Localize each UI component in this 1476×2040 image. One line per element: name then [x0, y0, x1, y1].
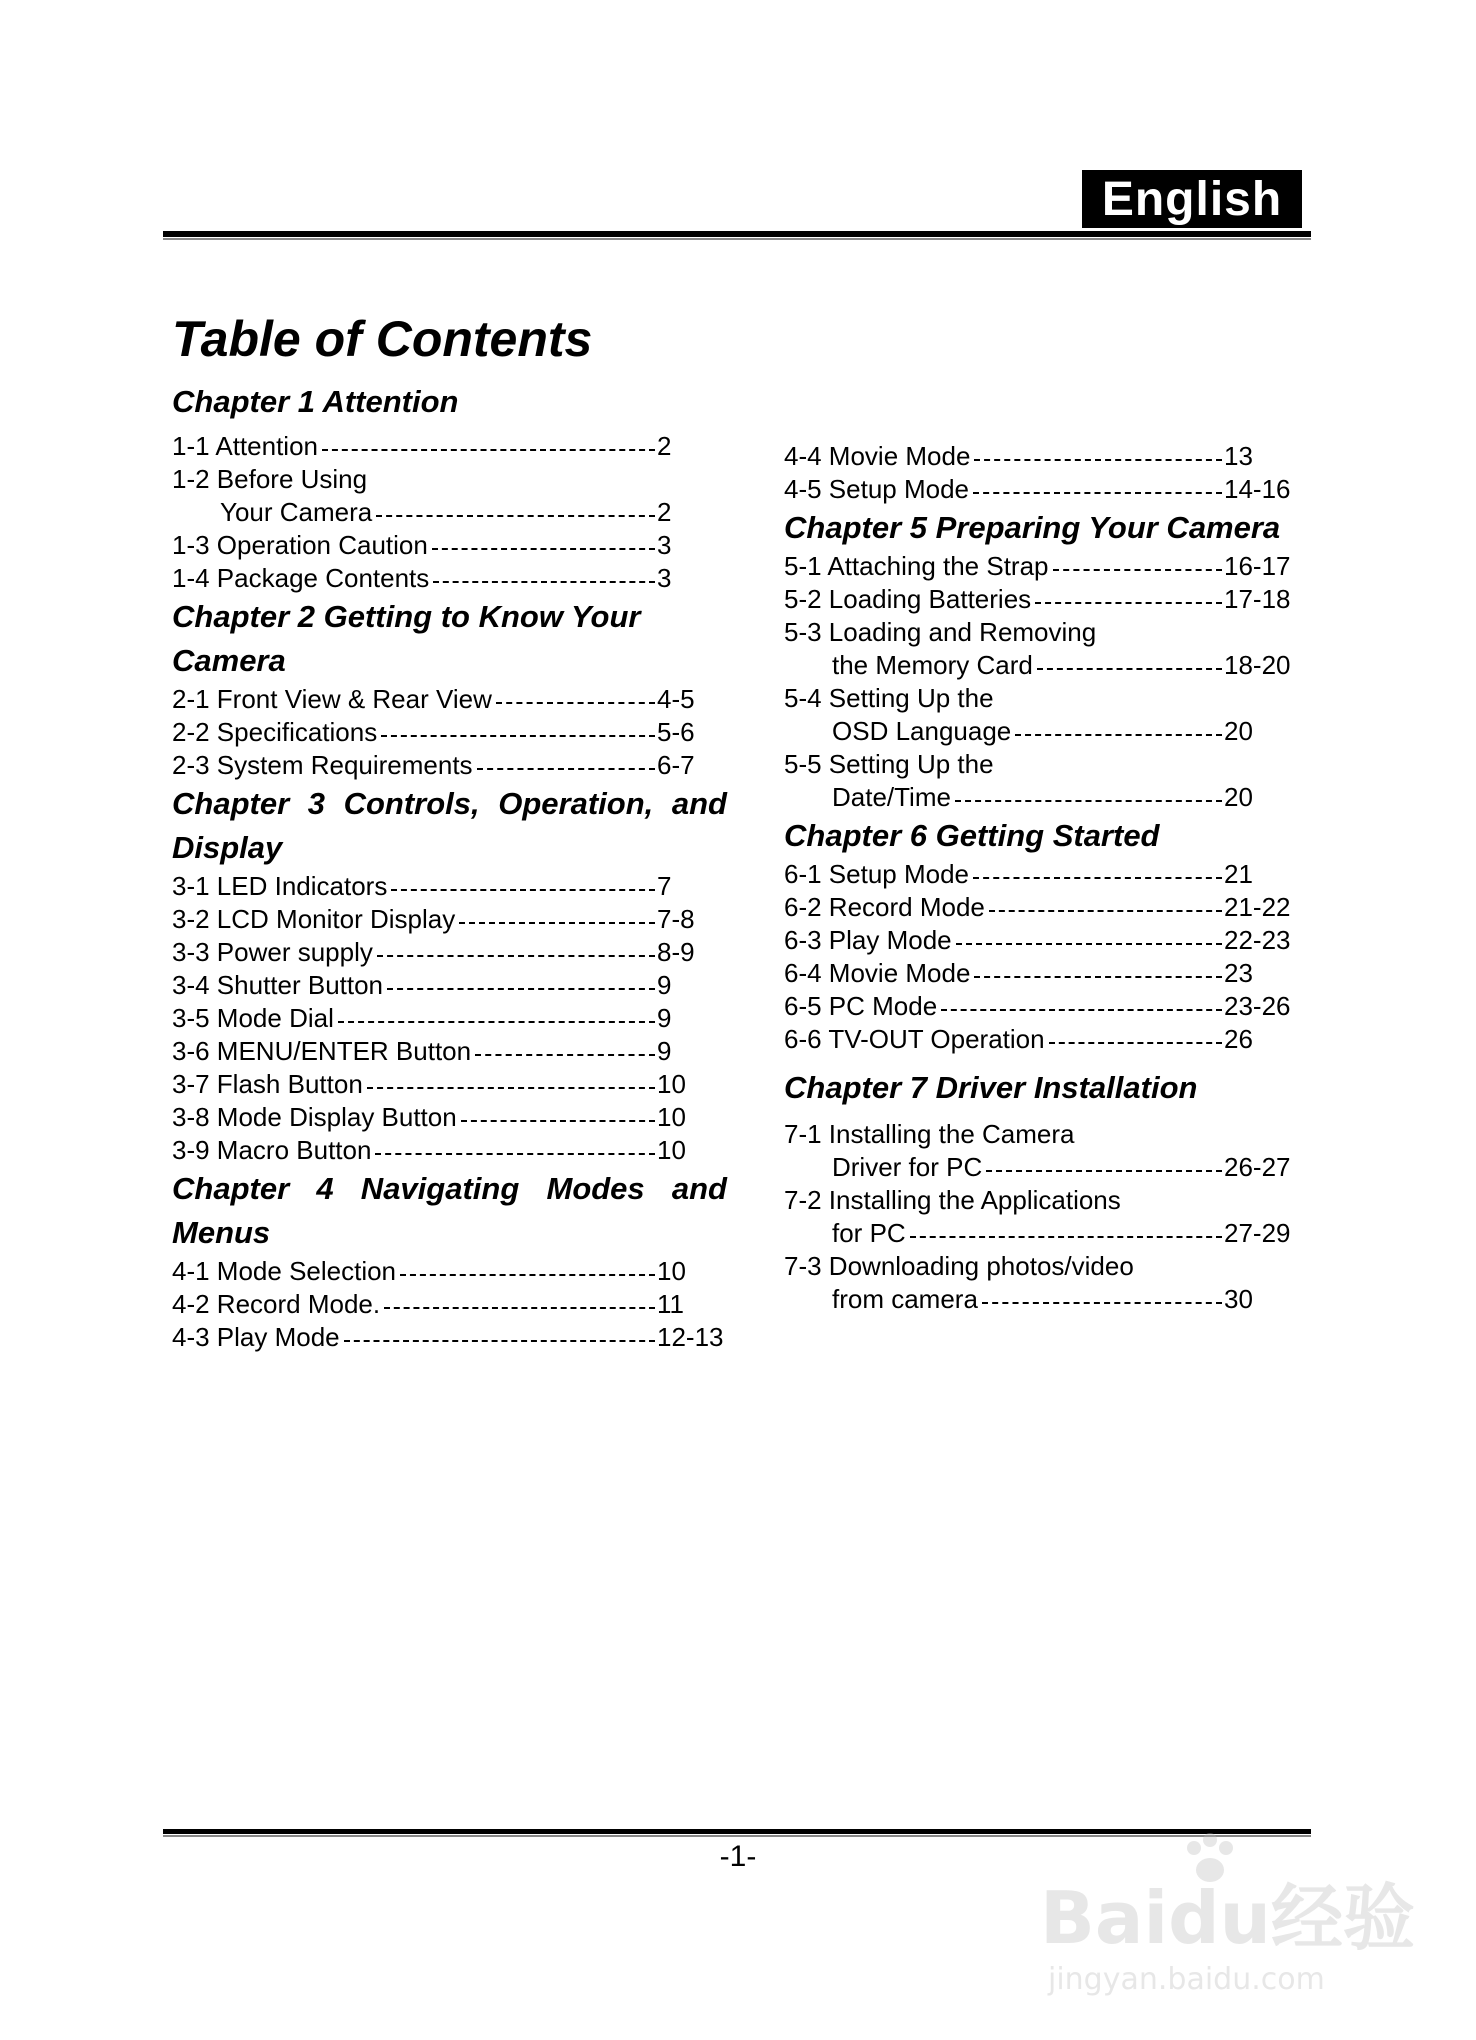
toc-entry-label: Date/Time [832, 782, 951, 812]
toc-entry-label: 3-2 LCD Monitor Display [172, 904, 456, 934]
toc-entry-page: 10 [657, 1102, 686, 1132]
toc-entry[interactable] [172, 1035, 727, 1068]
toc-entry-label: 2-3 System Requirements [172, 750, 473, 780]
toc-entry-page: 17-18 [1224, 584, 1291, 614]
toc-entry[interactable] [172, 749, 727, 782]
dot-leader [338, 1021, 655, 1023]
toc-entry-label: 3-6 MENU/ENTER Button [172, 1036, 472, 1066]
dot-leader [381, 735, 655, 737]
toc-entry-label: 1-3 Operation Caution [172, 530, 428, 560]
toc-entry[interactable] [784, 1184, 1304, 1250]
toc-entry-page: 10 [657, 1069, 686, 1099]
toc-entry-page: 11 [657, 1289, 684, 1319]
toc-entry[interactable] [172, 562, 727, 595]
toc-entry-label: 3-8 Mode Display Button [172, 1102, 457, 1132]
chapter-heading: Chapter 2 Getting to Know Your Camera [172, 599, 641, 678]
dot-leader [384, 1307, 655, 1309]
dot-leader [941, 1009, 1222, 1011]
toc-entry-label: OSD Language [832, 716, 1012, 746]
toc-entry-label: 2-2 Specifications [172, 717, 378, 747]
dot-leader [496, 702, 655, 704]
toc-entry[interactable] [784, 957, 1304, 990]
chapter-heading: Chapter 6 Getting Started [784, 818, 1160, 853]
toc-entry[interactable] [784, 616, 1304, 682]
toc-entry-page: 3 [657, 530, 672, 560]
toc-entry[interactable] [784, 440, 1304, 473]
toc-entry[interactable] [784, 1250, 1304, 1316]
dot-leader [982, 1302, 1222, 1304]
toc-entry-page: 21 [1224, 859, 1253, 889]
chapter-heading: Chapter 3 Controls, Operation, and Display [172, 786, 727, 865]
toc-entry-label: 5-3 Loading and Removing [784, 617, 1097, 647]
toc-entry[interactable] [172, 1255, 727, 1288]
dot-leader [974, 976, 1222, 978]
toc-entry-label: from camera [832, 1284, 978, 1314]
dot-leader [955, 800, 1222, 802]
dot-leader [974, 459, 1222, 461]
toc-entry-label: the Memory Card [832, 650, 1033, 680]
toc-entry-label: 5-4 Setting Up the [784, 683, 994, 713]
dot-leader [459, 922, 655, 924]
toc-entry-label: 1-4 Package Contents [172, 563, 430, 593]
toc-entry-label: Driver for PC [832, 1152, 983, 1182]
toc-entry-page: 21-22 [1224, 892, 1291, 922]
dot-leader [989, 910, 1222, 912]
dot-leader [973, 492, 1222, 494]
toc-left-column [172, 380, 727, 1354]
dot-leader [1037, 668, 1222, 670]
toc-entry[interactable] [172, 683, 727, 716]
toc-entry-label: 4-2 Record Mode. [172, 1289, 381, 1319]
toc-entry[interactable] [784, 473, 1304, 506]
dot-leader [375, 1153, 655, 1155]
dot-leader [377, 955, 655, 957]
toc-entry[interactable] [784, 1118, 1304, 1184]
toc-entry-label: 3-7 Flash Button [172, 1069, 363, 1099]
page-number: -1- [719, 1840, 757, 1873]
toc-entry-page: 9 [657, 1003, 672, 1033]
toc-entry-label: for PC [832, 1218, 906, 1248]
dot-leader [367, 1087, 655, 1089]
toc-entry-page: 20 [1224, 782, 1253, 812]
toc-entry-page: 22-23 [1224, 925, 1291, 955]
toc-entry-label: 6-1 Setup Mode [784, 859, 970, 889]
toc-entry-page: 7 [657, 871, 672, 901]
toc-entry-label: 5-5 Setting Up the [784, 749, 994, 779]
toc-entry-page: 18-20 [1224, 650, 1291, 680]
dot-leader [1035, 602, 1222, 604]
toc-entry-label: 7-3 Downloading photos/video [784, 1251, 1134, 1281]
toc-entry-page: 10 [657, 1135, 686, 1165]
toc-entry[interactable] [784, 858, 1304, 891]
chapter-heading: Chapter 4 Navigating Modes and Menus [172, 1171, 727, 1250]
toc-entry[interactable] [784, 583, 1304, 616]
toc-entry[interactable] [172, 969, 727, 1002]
dot-leader [956, 943, 1222, 945]
toc-entry-page: 10 [657, 1256, 686, 1286]
toc-entry-page: 8-9 [657, 937, 695, 967]
dot-leader [387, 988, 655, 990]
dot-leader [391, 889, 655, 891]
toc-entry-page: 6-7 [657, 750, 695, 780]
toc-entry-page: 16-17 [1224, 551, 1291, 581]
dot-leader [400, 1274, 655, 1276]
toc-entry[interactable] [172, 716, 727, 749]
toc-entry[interactable] [172, 463, 727, 529]
dot-leader [376, 515, 655, 517]
toc-entry-label: 1-1 Attention [172, 431, 318, 461]
toc-entry-page: 13 [1224, 441, 1253, 471]
toc-entry[interactable] [172, 903, 727, 936]
chapter-heading: Chapter 7 Driver Installation [784, 1070, 1198, 1105]
toc-entry-page: 20 [1224, 716, 1253, 746]
toc-entry-label: 1-2 Before Using [172, 464, 368, 494]
language-badge: English [1082, 170, 1302, 228]
toc-entry[interactable] [172, 1101, 727, 1134]
toc-entry[interactable] [784, 924, 1304, 957]
dot-leader [432, 548, 655, 550]
toc-entry-label: 5-1 Attaching the Strap [784, 551, 1049, 581]
toc-entry[interactable] [172, 430, 727, 463]
toc-entry-page: 12-13 [657, 1322, 724, 1352]
toc-entry-page: 2 [657, 497, 672, 527]
toc-entry[interactable] [784, 748, 1304, 814]
toc-entry-label: 6-3 Play Mode [784, 925, 952, 955]
header-rule [163, 231, 1311, 237]
toc-entry-label: 3-1 LED Indicators [172, 871, 388, 901]
toc-entry[interactable] [172, 1288, 727, 1321]
toc-entry-label: 2-1 Front View & Rear View [172, 684, 492, 714]
toc-entry[interactable] [172, 1002, 727, 1035]
toc-right-column [784, 440, 1304, 1316]
toc-entry-page: 23 [1224, 958, 1253, 988]
toc-entry[interactable] [172, 936, 727, 969]
toc-entry-page: 26 [1224, 1024, 1253, 1054]
watermark-logo: Baidu经验 [1040, 1876, 1415, 1960]
dot-leader [344, 1340, 655, 1342]
toc-entry-label: Your Camera [220, 497, 373, 527]
toc-entry-label: 6-6 TV-OUT Operation [784, 1024, 1045, 1054]
toc-entry-page: 4-5 [657, 684, 695, 714]
toc-entry-label: 4-4 Movie Mode [784, 441, 971, 471]
dot-leader [475, 1054, 655, 1056]
toc-entry[interactable] [172, 1321, 727, 1354]
toc-entry-label: 4-5 Setup Mode [784, 474, 970, 504]
toc-entry-label: 3-3 Power supply [172, 937, 373, 967]
dot-leader [433, 581, 655, 583]
toc-entry-label: 4-3 Play Mode [172, 1322, 340, 1352]
toc-entry-label: 3-5 Mode Dial [172, 1003, 334, 1033]
toc-entry[interactable] [172, 870, 727, 903]
dot-leader [910, 1236, 1222, 1238]
toc-entry-label: 6-2 Record Mode [784, 892, 985, 922]
toc-entry-page: 26-27 [1224, 1152, 1291, 1182]
toc-entry-page: 7-8 [657, 904, 695, 934]
toc-entry[interactable] [784, 990, 1304, 1023]
toc-entry-page: 3 [657, 563, 672, 593]
toc-entry[interactable] [172, 529, 727, 562]
toc-entry-label: 6-5 PC Mode [784, 991, 938, 1021]
toc-entry[interactable] [172, 1134, 727, 1167]
dot-leader [1015, 734, 1222, 736]
dot-leader [477, 768, 655, 770]
dot-leader [973, 877, 1222, 879]
toc-entry-label: 3-4 Shutter Button [172, 970, 384, 1000]
page-title: Table of Contents [172, 311, 593, 367]
watermark [1040, 1830, 1420, 2020]
toc-entry-label: 3-9 Macro Button [172, 1135, 372, 1165]
toc-entry-page: 23-26 [1224, 991, 1291, 1021]
toc-entry-label: 7-2 Installing the Applications [784, 1185, 1121, 1215]
dot-leader [322, 449, 655, 451]
dot-leader [461, 1120, 655, 1122]
toc-entry[interactable] [172, 1068, 727, 1101]
chapter-heading: Chapter 1 Attention [172, 384, 459, 419]
toc-entry-label: 5-2 Loading Batteries [784, 584, 1032, 614]
toc-entry-page: 9 [657, 970, 672, 1000]
toc-entry-page: 14-16 [1224, 474, 1291, 504]
dot-leader [1053, 569, 1222, 571]
chapter-heading: Chapter 5 Preparing Your Camera [784, 510, 1281, 545]
dot-leader [986, 1170, 1222, 1172]
toc-entry-page: 27-29 [1224, 1218, 1291, 1248]
toc-entry[interactable] [784, 891, 1304, 924]
toc-entry-page: 2 [657, 431, 672, 461]
dot-leader [1049, 1042, 1222, 1044]
toc-entry[interactable] [784, 550, 1304, 583]
watermark-url: jingyan.baidu.com [1048, 1962, 1325, 1997]
toc-entry-page: 30 [1224, 1284, 1253, 1314]
toc-entry[interactable] [784, 682, 1304, 748]
toc-entry-page: 9 [657, 1036, 672, 1066]
toc-entry-page: 5-6 [657, 717, 695, 747]
toc-entry-label: 6-4 Movie Mode [784, 958, 971, 988]
header-rule-shadow [163, 238, 1311, 240]
toc-entry-label: 4-1 Mode Selection [172, 1256, 397, 1286]
toc-entry[interactable] [784, 1023, 1304, 1056]
toc-entry-label: 7-1 Installing the Camera [784, 1119, 1075, 1149]
